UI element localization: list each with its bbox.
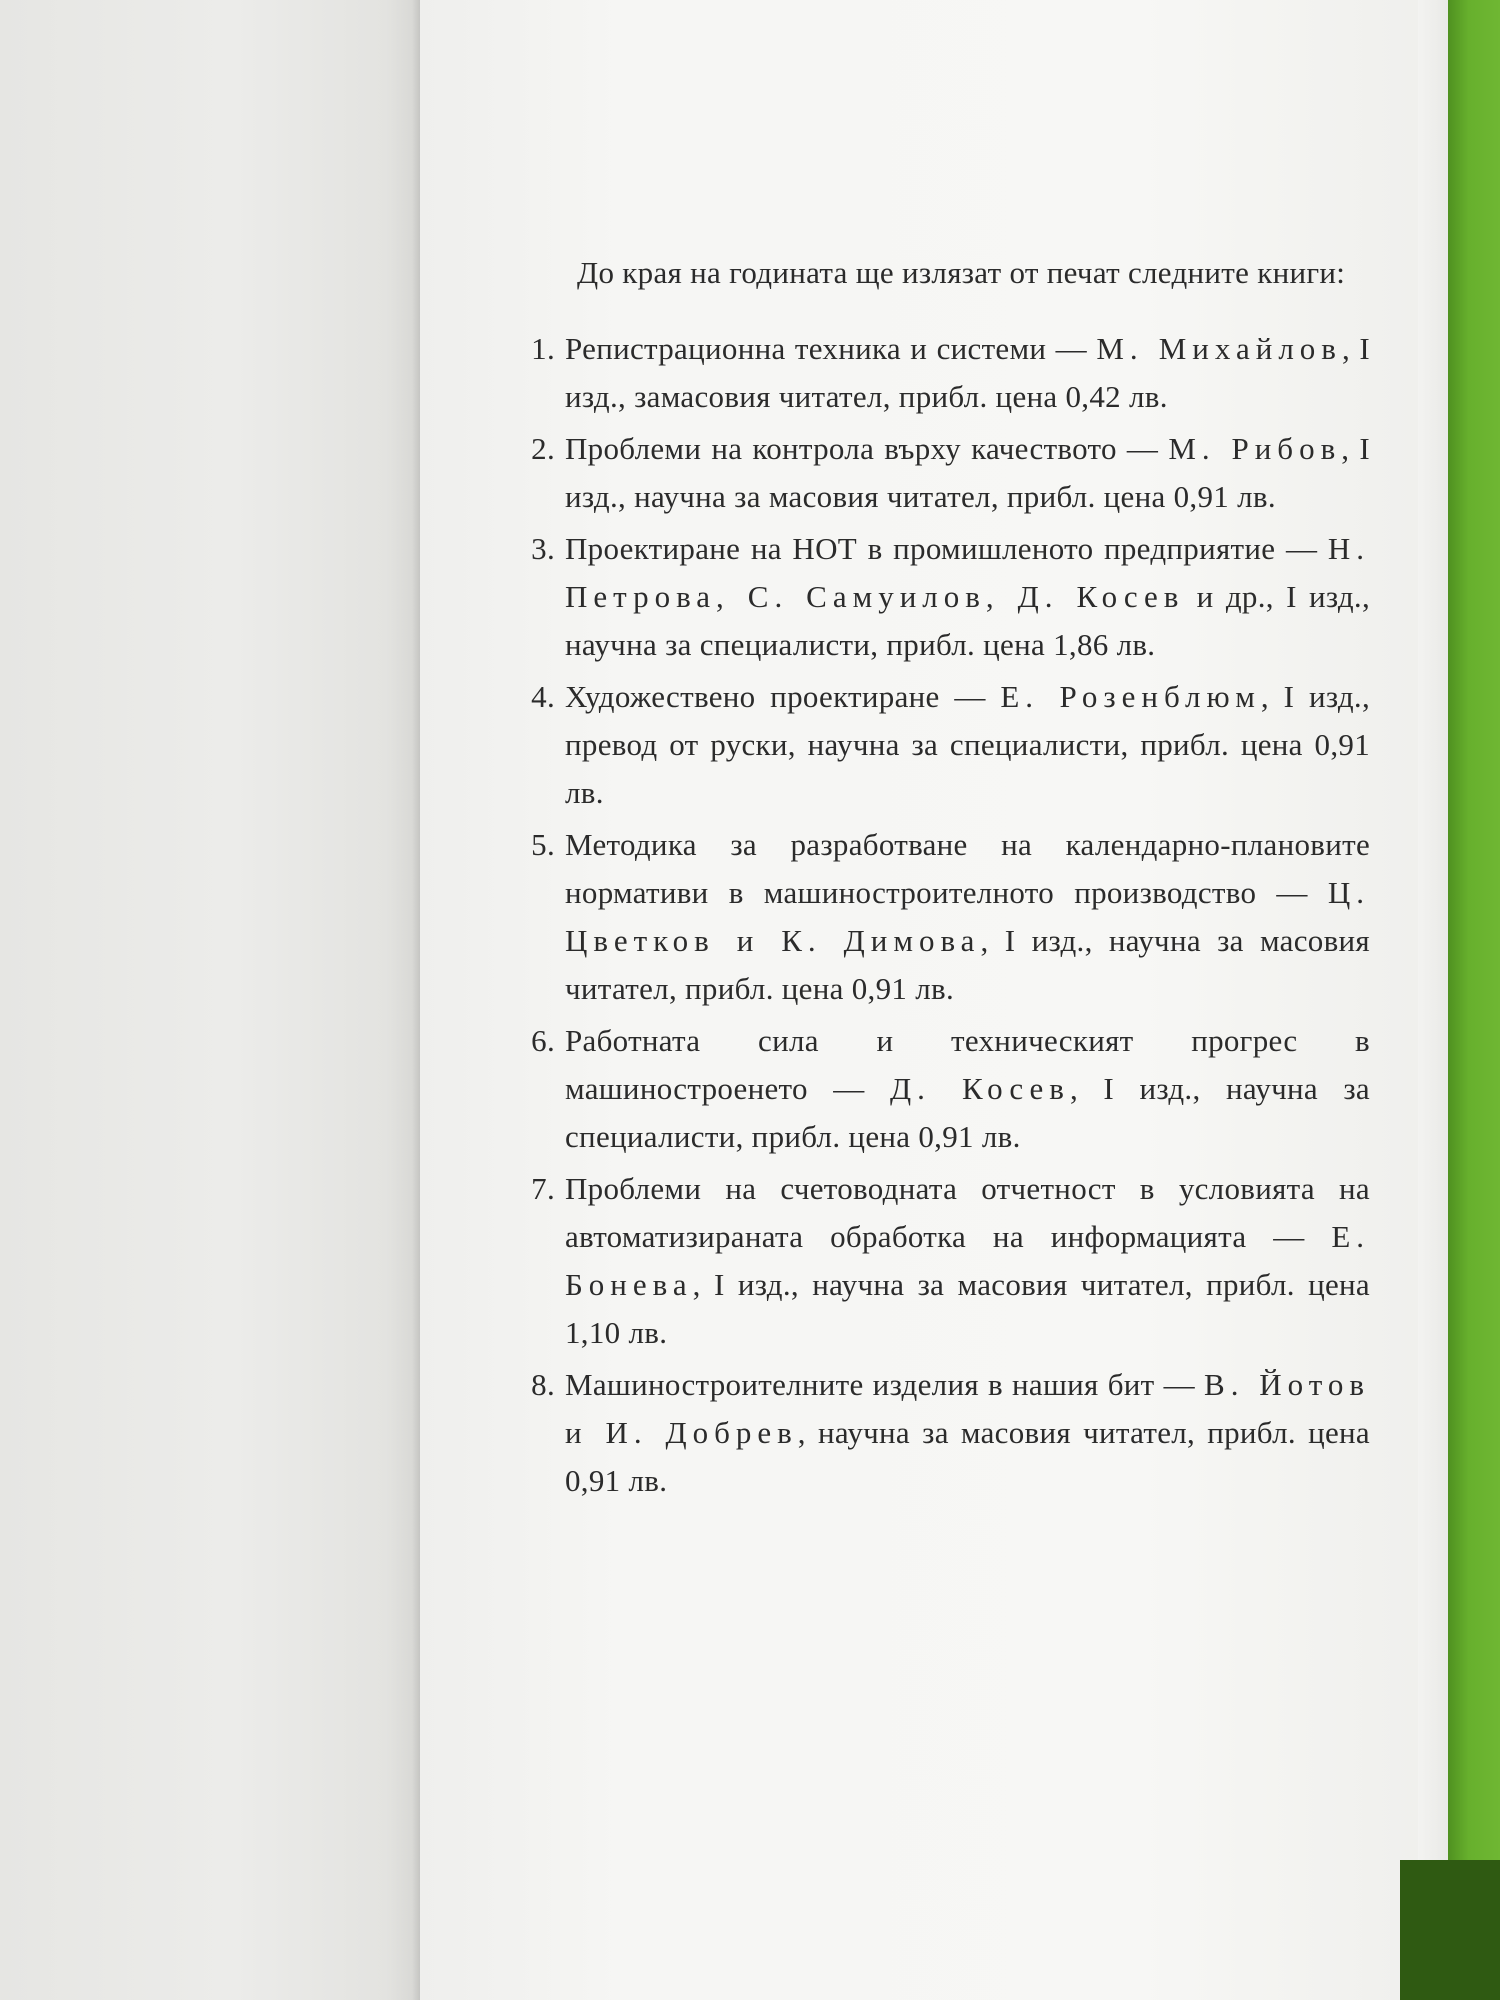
book-details: , I изд., научна за масовия читател, прибл. цена 0,91 лв. bbox=[565, 431, 1370, 514]
book-title: Методика за разработване на календарно-плановите нормативи в машиностроителното производство — bbox=[565, 827, 1370, 910]
book-item bbox=[515, 1165, 1370, 1357]
book-title: Репистрационна техника и системи — bbox=[565, 331, 1097, 366]
book-title: Художествено проектиране — bbox=[565, 679, 1001, 714]
book-author: Д. Косев bbox=[889, 1071, 1070, 1106]
book-item bbox=[515, 821, 1370, 1013]
item-number: 6. bbox=[531, 1023, 555, 1058]
book-author: В. Йотов и И. Добрев bbox=[565, 1367, 1370, 1450]
book-details: , I изд., научна за масовия читател, прибл. цена 0,91 лв. bbox=[565, 923, 1370, 1006]
book-details: , I изд., научна за масовия читател, прибл. цена 1,10 лв. bbox=[565, 1267, 1370, 1350]
book-details: , I изд., замасовия читател, прибл. цена 0,42 лв. bbox=[565, 331, 1370, 414]
book-author: Е. Розенблюм bbox=[1000, 679, 1261, 714]
item-number: 2. bbox=[531, 431, 555, 466]
book-item bbox=[515, 325, 1370, 421]
book-title: Проблеми на контрола върху качеството — bbox=[565, 431, 1169, 466]
book-author: Е. Бонева bbox=[565, 1219, 1370, 1302]
book-item bbox=[515, 1017, 1370, 1161]
announcement-text bbox=[515, 218, 1370, 1509]
item-number: 8. bbox=[531, 1367, 555, 1402]
book-author: М. Михайлов bbox=[1096, 331, 1342, 366]
book-details: , I изд., превод от руски, научна за специалисти, прибл. цена 0,91 лв. bbox=[565, 679, 1371, 810]
book-author: Ц. Цветков и К. Димова bbox=[565, 875, 1370, 958]
book-details: , I изд., научна за специалисти, прибл. цена 0,91 лв. bbox=[565, 1071, 1370, 1154]
item-number: 1. bbox=[531, 331, 555, 366]
book-title: Проблеми на счетоводната отчетност в условията на автоматизираната обработка на информацията — bbox=[565, 1171, 1370, 1254]
green-cover-corner bbox=[1400, 1860, 1500, 2000]
left-blank-page bbox=[0, 0, 420, 2000]
book-item bbox=[515, 425, 1370, 521]
intro-paragraph: До края на годината ще излязат от печат следните книги: bbox=[577, 255, 1346, 290]
book-item bbox=[515, 525, 1370, 669]
green-cover-edge bbox=[1448, 0, 1500, 2000]
book-list bbox=[515, 325, 1370, 1505]
item-number: 5. bbox=[531, 827, 555, 862]
book-title: Работната сила и техническият прогрес в машиностроенето — bbox=[565, 1023, 1370, 1106]
book-details: , научна за масовия читател, прибл. цена 0,91 лв. bbox=[565, 1415, 1370, 1498]
page-edges bbox=[1418, 0, 1450, 1900]
item-number: 3. bbox=[531, 531, 555, 566]
item-number: 7. bbox=[531, 1171, 555, 1206]
book-item bbox=[515, 673, 1370, 817]
book-item bbox=[515, 1361, 1370, 1505]
item-number: 4. bbox=[531, 679, 555, 714]
book-details: и др., I изд., научна за специалисти, прибл. цена 1,86 лв. bbox=[565, 579, 1370, 662]
book-author: М. Рибов bbox=[1168, 431, 1342, 466]
book-title: Машиностроителните изделия в нашия бит — bbox=[565, 1367, 1205, 1402]
book-title: Проектиране на НОТ в промишленото предприятие — bbox=[565, 531, 1328, 566]
book-author: Н. Петрова, С. Самуилов, Д. Косев bbox=[565, 531, 1370, 614]
